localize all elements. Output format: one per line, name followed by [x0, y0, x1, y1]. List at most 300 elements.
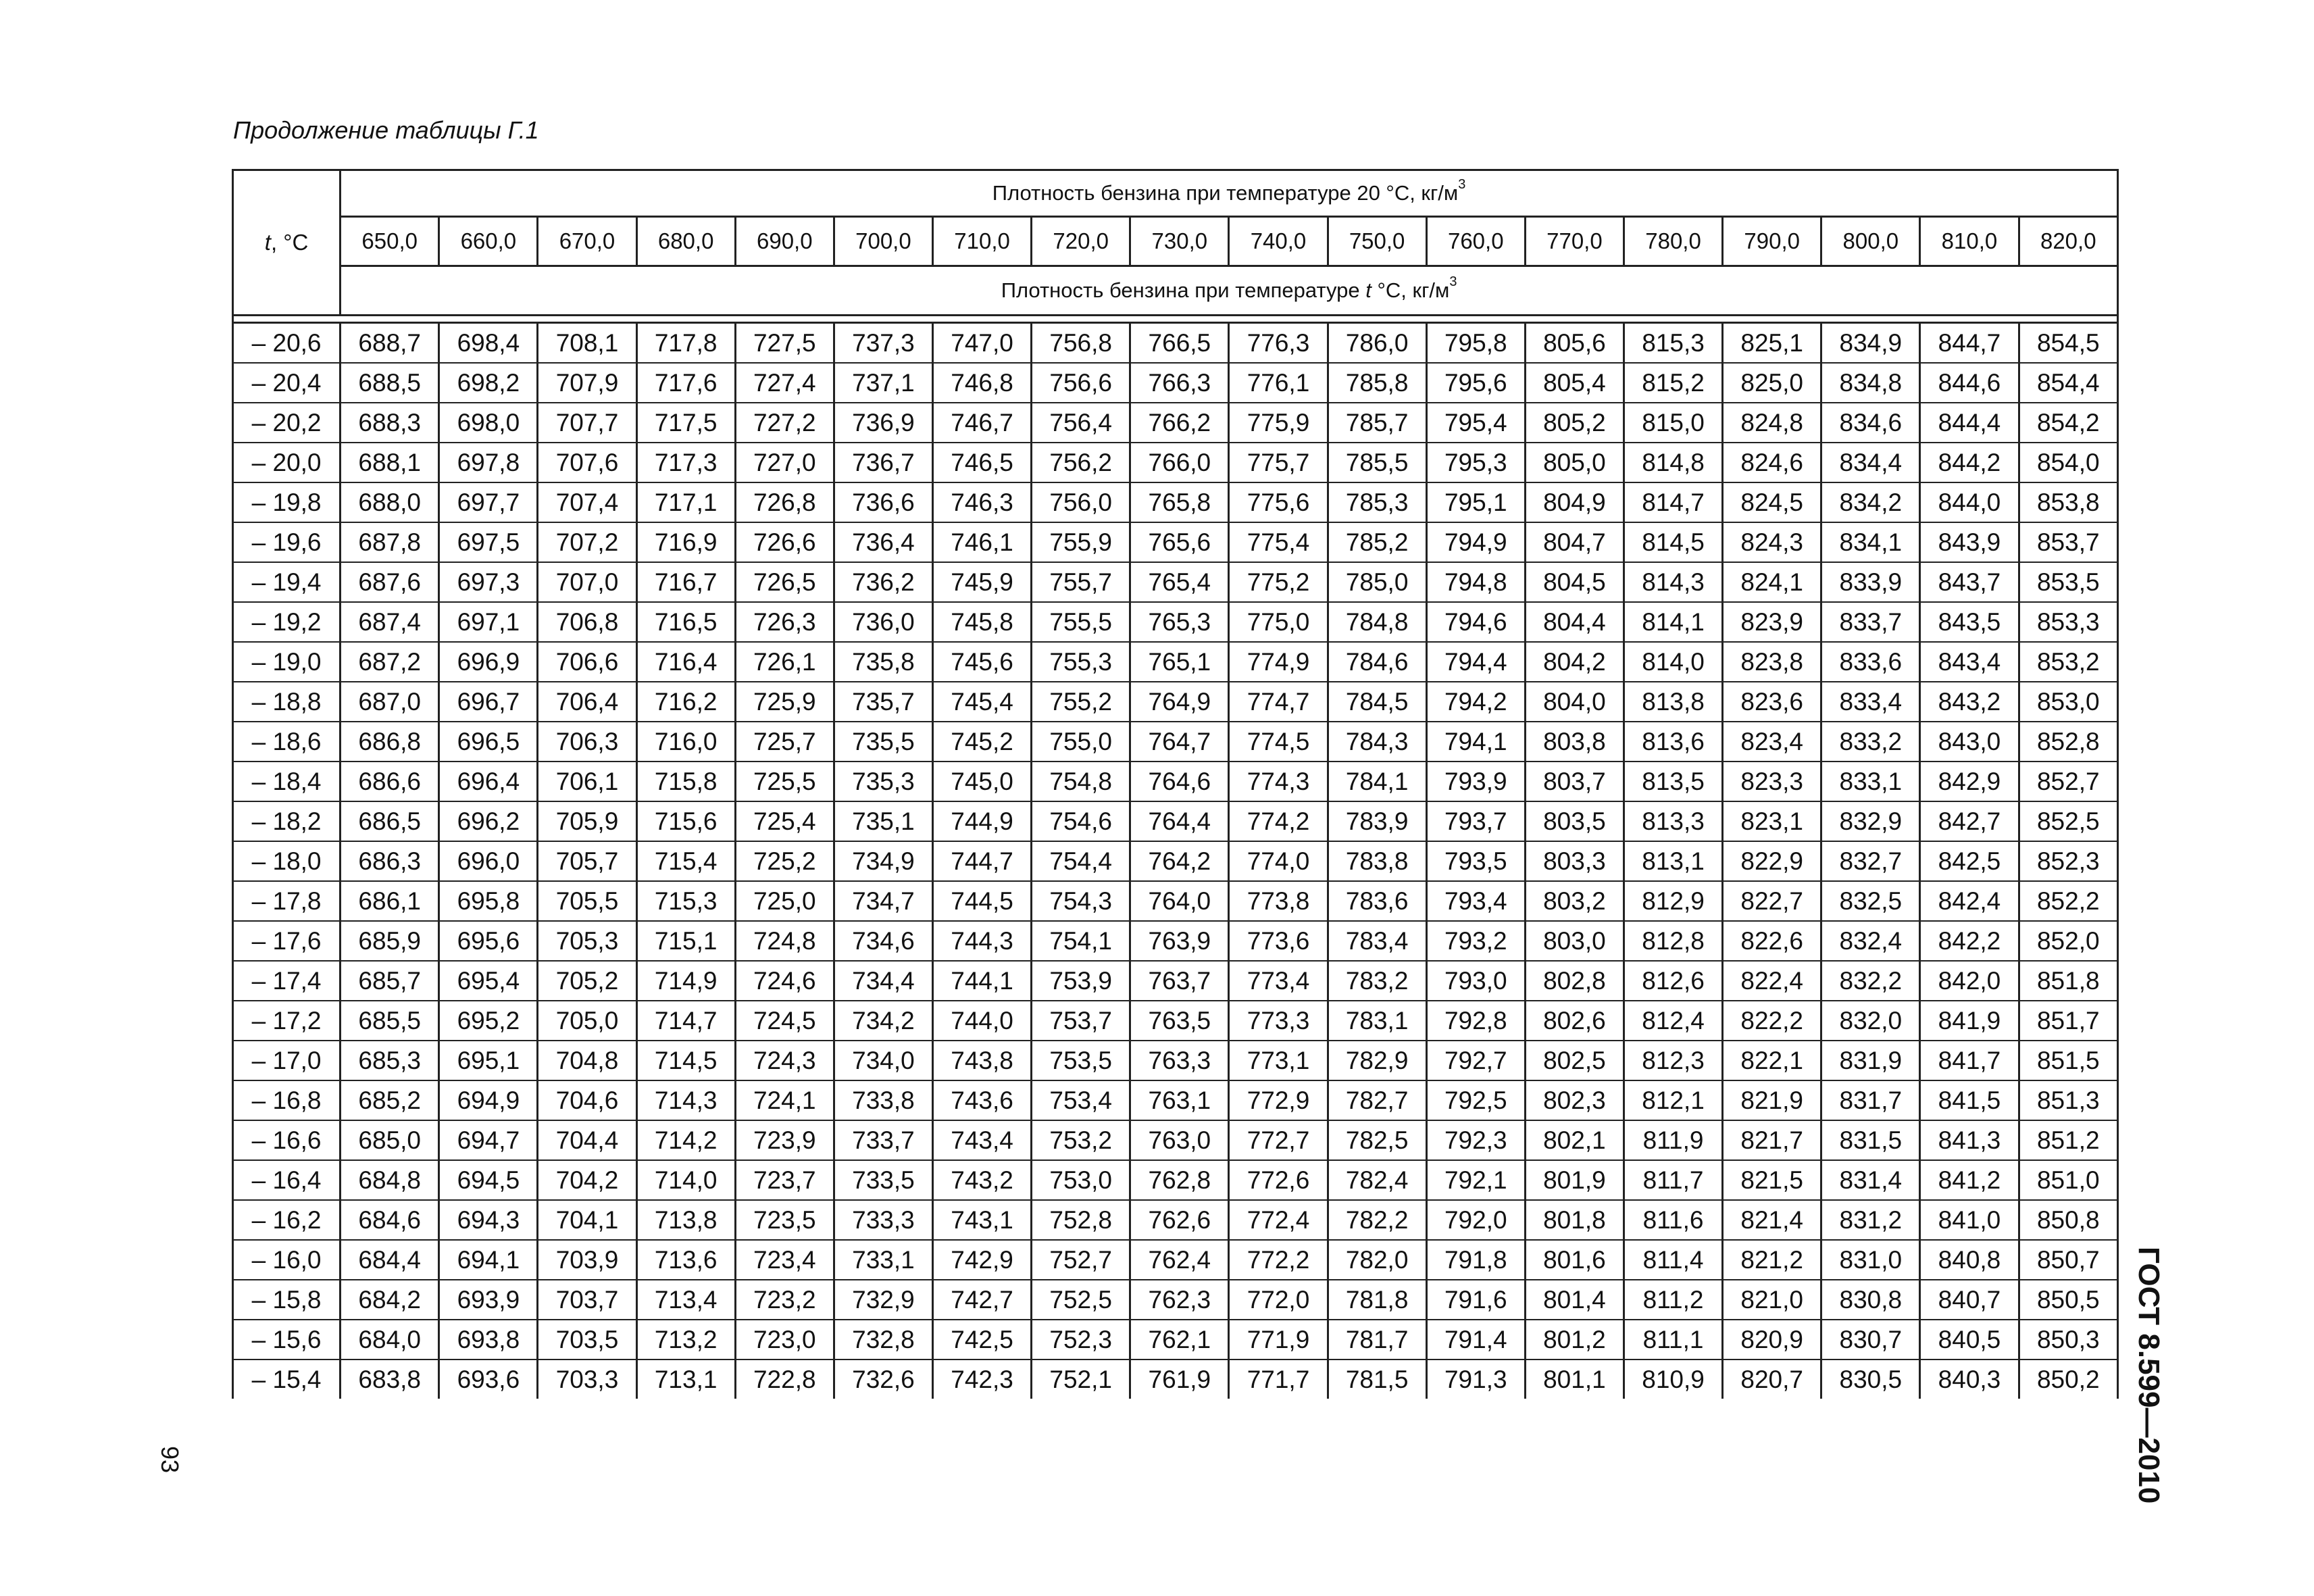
- density-cell: 782,9: [1328, 1041, 1426, 1080]
- density-cell: 753,9: [1032, 961, 1130, 1001]
- density-column-header: 810,0: [1920, 217, 2019, 266]
- density-cell: 683,8: [341, 1360, 439, 1399]
- table-caption: Продолжение таблицы Г.1: [233, 116, 539, 144]
- density-cell: 697,1: [439, 602, 538, 642]
- density-cell: 840,3: [1920, 1360, 2019, 1399]
- density-cell: 714,2: [636, 1120, 735, 1160]
- density-cell: 736,9: [834, 403, 932, 443]
- density-cell: 803,5: [1525, 801, 1624, 841]
- density-cell: 833,2: [1821, 722, 1920, 762]
- density-cell: 801,9: [1525, 1160, 1624, 1200]
- table-row: [233, 1240, 2118, 1280]
- density-cell: 707,2: [538, 522, 636, 562]
- density-cell: 705,0: [538, 1001, 636, 1041]
- density-cell: 753,0: [1032, 1160, 1130, 1200]
- table-row: [233, 1041, 2118, 1080]
- density-cell: 745,6: [933, 642, 1032, 682]
- density-cell: 824,3: [1723, 522, 1821, 562]
- density-cell: 842,7: [1920, 801, 2019, 841]
- table-row: [233, 403, 2118, 443]
- density-cell: 695,4: [439, 961, 538, 1001]
- density-cell: 725,2: [735, 841, 834, 881]
- density-cell: 766,5: [1130, 323, 1229, 364]
- density-cell: 772,0: [1229, 1280, 1328, 1320]
- density-cell: 814,1: [1624, 602, 1722, 642]
- density-cell: 723,5: [735, 1200, 834, 1240]
- density-column-header: 710,0: [933, 217, 1032, 266]
- density-cell: 765,4: [1130, 562, 1229, 602]
- density-cell: 696,2: [439, 801, 538, 841]
- density-cell: 782,7: [1328, 1080, 1426, 1120]
- density-cell: 735,3: [834, 762, 932, 801]
- density-cell: 811,7: [1624, 1160, 1722, 1200]
- density-cell: 773,3: [1229, 1001, 1328, 1041]
- temperature-cell: – 16,8: [233, 1080, 341, 1120]
- density-cell: 834,9: [1821, 323, 1920, 364]
- density-cell: 716,5: [636, 602, 735, 642]
- density-cell: 794,4: [1426, 642, 1525, 682]
- density-cell: 752,3: [1032, 1320, 1130, 1360]
- density-cell: 756,4: [1032, 403, 1130, 443]
- density-cell: 821,4: [1723, 1200, 1821, 1240]
- table-row: [233, 1001, 2118, 1041]
- density-cell: 723,4: [735, 1240, 834, 1280]
- density-cell: 801,1: [1525, 1360, 1624, 1399]
- density-cell: 843,9: [1920, 522, 2019, 562]
- density-cell: 823,1: [1723, 801, 1821, 841]
- density-cell: 824,5: [1723, 482, 1821, 522]
- temperature-cell: – 19,2: [233, 602, 341, 642]
- density-cell: 743,4: [933, 1120, 1032, 1160]
- temperature-cell: – 15,4: [233, 1360, 341, 1399]
- density-cell: 842,9: [1920, 762, 2019, 801]
- table-row: [233, 1200, 2118, 1240]
- density-cell: 706,1: [538, 762, 636, 801]
- density-cell: 774,9: [1229, 642, 1328, 682]
- density-cell: 764,7: [1130, 722, 1229, 762]
- density-cell: 746,1: [933, 522, 1032, 562]
- density-cell: 746,3: [933, 482, 1032, 522]
- density-cell: 736,0: [834, 602, 932, 642]
- temperature-cell: – 15,8: [233, 1280, 341, 1320]
- density-cell: 763,7: [1130, 961, 1229, 1001]
- table-row: [233, 801, 2118, 841]
- density-cell: 724,1: [735, 1080, 834, 1120]
- density-cell: 833,9: [1821, 562, 1920, 602]
- density-cell: 705,9: [538, 801, 636, 841]
- density-cell: 752,5: [1032, 1280, 1130, 1320]
- density-cell: 685,2: [341, 1080, 439, 1120]
- t-symbol: t: [264, 230, 271, 255]
- density-cell: 735,5: [834, 722, 932, 762]
- density-cell: 727,0: [735, 443, 834, 482]
- density-cell: 832,4: [1821, 921, 1920, 961]
- density-cell: 771,9: [1229, 1320, 1328, 1360]
- density-cell: 735,1: [834, 801, 932, 841]
- density-cell: 786,0: [1328, 323, 1426, 364]
- density-cell: 850,5: [2019, 1280, 2117, 1320]
- density-cell: 754,3: [1032, 881, 1130, 921]
- table-row: [233, 562, 2118, 602]
- density-cell: 785,3: [1328, 482, 1426, 522]
- density-cell: 722,8: [735, 1360, 834, 1399]
- density-cell: 804,2: [1525, 642, 1624, 682]
- density-cell: 821,7: [1723, 1120, 1821, 1160]
- density-cell: 793,2: [1426, 921, 1525, 961]
- density-cell: 755,9: [1032, 522, 1130, 562]
- density-cell: 832,0: [1821, 1001, 1920, 1041]
- density-cell: 707,4: [538, 482, 636, 522]
- density-cell: 813,8: [1624, 682, 1722, 722]
- density-cell: 791,6: [1426, 1280, 1525, 1320]
- table-row: [233, 602, 2118, 642]
- density-cell: 811,4: [1624, 1240, 1722, 1280]
- density-cell: 688,3: [341, 403, 439, 443]
- density-cell: 784,8: [1328, 602, 1426, 642]
- density-values-header-row: [233, 217, 2118, 266]
- t-symbol: t: [1365, 278, 1372, 302]
- density-cell: 821,5: [1723, 1160, 1821, 1200]
- density-cell: 852,7: [2019, 762, 2117, 801]
- density-cell: 714,9: [636, 961, 735, 1001]
- table-row: [233, 921, 2118, 961]
- density-cell: 734,6: [834, 921, 932, 961]
- temperature-cell: – 17,2: [233, 1001, 341, 1041]
- density-cell: 830,8: [1821, 1280, 1920, 1320]
- table-row: [233, 1160, 2118, 1200]
- density-cell: 746,8: [933, 363, 1032, 403]
- temperature-cell: – 16,4: [233, 1160, 341, 1200]
- density-cell: 823,9: [1723, 602, 1821, 642]
- density-cell: 783,1: [1328, 1001, 1426, 1041]
- density-at-t-unit: °С, кг/м: [1371, 278, 1450, 302]
- density-cell: 772,2: [1229, 1240, 1328, 1280]
- density-cell: 783,2: [1328, 961, 1426, 1001]
- density-cell: 774,2: [1229, 801, 1328, 841]
- density-cell: 725,0: [735, 881, 834, 921]
- density-cell: 793,4: [1426, 881, 1525, 921]
- density-cell: 726,8: [735, 482, 834, 522]
- density-cell: 717,3: [636, 443, 735, 482]
- density-cell: 824,6: [1723, 443, 1821, 482]
- density-cell: 756,8: [1032, 323, 1130, 364]
- density-cell: 834,6: [1821, 403, 1920, 443]
- density-cell: 810,9: [1624, 1360, 1722, 1399]
- temperature-cell: – 20,4: [233, 363, 341, 403]
- density-cell: 687,2: [341, 642, 439, 682]
- density-cell: 791,4: [1426, 1320, 1525, 1360]
- density-at-20-label: Плотность бензина при температуре 20 °С, кг/м: [992, 181, 1459, 205]
- density-cell: 703,3: [538, 1360, 636, 1399]
- density-cell: 765,3: [1130, 602, 1229, 642]
- density-at-t-label: Плотность бензина при температуре: [1001, 278, 1366, 302]
- density-cell: 804,4: [1525, 602, 1624, 642]
- density-cell: 794,2: [1426, 682, 1525, 722]
- density-cell: 775,6: [1229, 482, 1328, 522]
- density-cell: 831,5: [1821, 1120, 1920, 1160]
- density-cell: 795,3: [1426, 443, 1525, 482]
- density-cell: 686,8: [341, 722, 439, 762]
- density-cell: 774,3: [1229, 762, 1328, 801]
- density-cell: 716,9: [636, 522, 735, 562]
- density-cell: 812,8: [1624, 921, 1722, 961]
- density-cell: 727,2: [735, 403, 834, 443]
- density-cell: 781,8: [1328, 1280, 1426, 1320]
- table-row: [233, 682, 2118, 722]
- density-cell: 703,5: [538, 1320, 636, 1360]
- temperature-cell: – 18,0: [233, 841, 341, 881]
- density-cell: 815,3: [1624, 323, 1722, 364]
- density-cell: 764,2: [1130, 841, 1229, 881]
- density-cell: 812,3: [1624, 1041, 1722, 1080]
- density-cell: 783,6: [1328, 881, 1426, 921]
- density-cell: 793,0: [1426, 961, 1525, 1001]
- density-cell: 834,4: [1821, 443, 1920, 482]
- density-cell: 814,7: [1624, 482, 1722, 522]
- density-cell: 782,5: [1328, 1120, 1426, 1160]
- table-row: [233, 961, 2118, 1001]
- density-cell: 831,9: [1821, 1041, 1920, 1080]
- density-cell: 693,9: [439, 1280, 538, 1320]
- density-cell: 714,7: [636, 1001, 735, 1041]
- density-cell: 737,3: [834, 323, 932, 364]
- density-cell: 801,2: [1525, 1320, 1624, 1360]
- density-cell: 772,4: [1229, 1200, 1328, 1240]
- density-cell: 822,6: [1723, 921, 1821, 961]
- density-cell: 744,5: [933, 881, 1032, 921]
- temperature-cell: – 17,4: [233, 961, 341, 1001]
- density-cell: 792,8: [1426, 1001, 1525, 1041]
- density-cell: 715,1: [636, 921, 735, 961]
- table-body: [233, 323, 2118, 1399]
- density-cell: 706,6: [538, 642, 636, 682]
- density-cell: 697,5: [439, 522, 538, 562]
- density-cell: 734,7: [834, 881, 932, 921]
- density-cell: 853,0: [2019, 682, 2117, 722]
- density-cell: 801,8: [1525, 1200, 1624, 1240]
- density-cell: 844,6: [1920, 363, 2019, 403]
- density-cell: 745,8: [933, 602, 1032, 642]
- temperature-cell: – 18,6: [233, 722, 341, 762]
- density-column-header: 820,0: [2019, 217, 2117, 266]
- density-cell: 713,6: [636, 1240, 735, 1280]
- density-cell: 842,4: [1920, 881, 2019, 921]
- density-cell: 744,9: [933, 801, 1032, 841]
- density-cell: 705,2: [538, 961, 636, 1001]
- density-cell: 822,4: [1723, 961, 1821, 1001]
- density-cell: 825,1: [1723, 323, 1821, 364]
- density-cell: 708,1: [538, 323, 636, 364]
- density-column-header: 690,0: [735, 217, 834, 266]
- density-cell: 753,7: [1032, 1001, 1130, 1041]
- density-cell: 784,5: [1328, 682, 1426, 722]
- density-cell: 802,5: [1525, 1041, 1624, 1080]
- density-cell: 853,8: [2019, 482, 2117, 522]
- density-cell: 813,6: [1624, 722, 1722, 762]
- density-cell: 763,9: [1130, 921, 1229, 961]
- density-column-header: 780,0: [1624, 217, 1722, 266]
- density-cell: 754,6: [1032, 801, 1130, 841]
- density-cell: 724,5: [735, 1001, 834, 1041]
- density-cell: 794,8: [1426, 562, 1525, 602]
- table-row: [233, 1280, 2118, 1320]
- density-cell: 822,9: [1723, 841, 1821, 881]
- density-cell: 765,8: [1130, 482, 1229, 522]
- density-cell: 715,6: [636, 801, 735, 841]
- table-row: [233, 323, 2118, 364]
- temperature-cell: – 17,8: [233, 881, 341, 921]
- density-cell: 698,0: [439, 403, 538, 443]
- density-cell: 851,2: [2019, 1120, 2117, 1160]
- density-cell: 687,0: [341, 682, 439, 722]
- density-cell: 684,4: [341, 1240, 439, 1280]
- density-cell: 853,5: [2019, 562, 2117, 602]
- separator-cell: [233, 316, 2118, 323]
- density-cell: 791,3: [1426, 1360, 1525, 1399]
- density-cell: 822,2: [1723, 1001, 1821, 1041]
- density-cell: 844,7: [1920, 323, 2019, 364]
- density-cell: 717,1: [636, 482, 735, 522]
- density-cell: 686,5: [341, 801, 439, 841]
- density-cell: 811,9: [1624, 1120, 1722, 1160]
- density-cell: 785,8: [1328, 363, 1426, 403]
- density-column-header: 740,0: [1229, 217, 1328, 266]
- table-row: [233, 762, 2118, 801]
- density-cell: 706,3: [538, 722, 636, 762]
- density-cell: 813,1: [1624, 841, 1722, 881]
- density-cell: 850,2: [2019, 1360, 2117, 1399]
- temperature-cell: – 19,4: [233, 562, 341, 602]
- density-cell: 825,0: [1723, 363, 1821, 403]
- density-cell: 755,3: [1032, 642, 1130, 682]
- density-cell: 686,3: [341, 841, 439, 881]
- temperature-cell: – 17,6: [233, 921, 341, 961]
- density-cell: 842,0: [1920, 961, 2019, 1001]
- density-cell: 833,4: [1821, 682, 1920, 722]
- density-cell: 764,0: [1130, 881, 1229, 921]
- density-cell: 696,4: [439, 762, 538, 801]
- density-cell: 841,3: [1920, 1120, 2019, 1160]
- temperature-cell: – 19,6: [233, 522, 341, 562]
- density-cell: 723,2: [735, 1280, 834, 1320]
- density-cell: 815,2: [1624, 363, 1722, 403]
- density-cell: 822,7: [1723, 881, 1821, 921]
- density-cell: 776,3: [1229, 323, 1328, 364]
- density-cell: 685,9: [341, 921, 439, 961]
- table-row: [233, 841, 2118, 881]
- density-cell: 844,2: [1920, 443, 2019, 482]
- density-cell: 734,0: [834, 1041, 932, 1080]
- density-cell: 801,6: [1525, 1240, 1624, 1280]
- density-cell: 774,5: [1229, 722, 1328, 762]
- table-row: [233, 642, 2118, 682]
- density-cell: 850,3: [2019, 1320, 2117, 1360]
- density-cell: 747,0: [933, 323, 1032, 364]
- density-cell: 756,2: [1032, 443, 1130, 482]
- density-cell: 723,0: [735, 1320, 834, 1360]
- density-cell: 802,1: [1525, 1120, 1624, 1160]
- density-cell: 714,5: [636, 1041, 735, 1080]
- density-cell: 744,7: [933, 841, 1032, 881]
- density-cell: 713,8: [636, 1200, 735, 1240]
- density-cell: 792,3: [1426, 1120, 1525, 1160]
- density-cell: 753,5: [1032, 1041, 1130, 1080]
- density-cell: 725,5: [735, 762, 834, 801]
- density-cell: 802,3: [1525, 1080, 1624, 1120]
- density-cell: 783,8: [1328, 841, 1426, 881]
- density-cell: 842,2: [1920, 921, 2019, 961]
- density-cell: 755,7: [1032, 562, 1130, 602]
- density-cell: 853,7: [2019, 522, 2117, 562]
- density-cell: 843,2: [1920, 682, 2019, 722]
- density-cell: 792,7: [1426, 1041, 1525, 1080]
- density-cell: 785,2: [1328, 522, 1426, 562]
- density-cell: 791,8: [1426, 1240, 1525, 1280]
- density-cell: 684,2: [341, 1280, 439, 1320]
- density-cell: 833,1: [1821, 762, 1920, 801]
- density-cell: 733,3: [834, 1200, 932, 1240]
- density-cell: 804,9: [1525, 482, 1624, 522]
- density-cell: 745,2: [933, 722, 1032, 762]
- density-cell: 795,6: [1426, 363, 1525, 403]
- standard-designation: ГОСТ 8.599—2010: [2132, 1247, 2165, 1504]
- density-cell: 792,0: [1426, 1200, 1525, 1240]
- density-cell: 752,1: [1032, 1360, 1130, 1399]
- density-cell: 766,3: [1130, 363, 1229, 403]
- cubic-superscript: 3: [1458, 177, 1466, 192]
- density-cell: 804,0: [1525, 682, 1624, 722]
- density-cell: 736,7: [834, 443, 932, 482]
- density-cell: 851,3: [2019, 1080, 2117, 1120]
- density-cell: 762,4: [1130, 1240, 1229, 1280]
- density-cell: 773,8: [1229, 881, 1328, 921]
- density-cell: 697,8: [439, 443, 538, 482]
- density-cell: 698,4: [439, 323, 538, 364]
- density-column-header: 660,0: [439, 217, 538, 266]
- density-cell: 688,5: [341, 363, 439, 403]
- density-cell: 744,1: [933, 961, 1032, 1001]
- density-cell: 771,7: [1229, 1360, 1328, 1399]
- density-cell: 707,7: [538, 403, 636, 443]
- density-cell: 717,8: [636, 323, 735, 364]
- density-cell: 792,5: [1426, 1080, 1525, 1120]
- density-cell: 724,6: [735, 961, 834, 1001]
- density-cell: 684,6: [341, 1200, 439, 1240]
- density-cell: 727,5: [735, 323, 834, 364]
- density-cell: 735,8: [834, 642, 932, 682]
- temperature-cell: – 16,2: [233, 1200, 341, 1240]
- density-cell: 752,8: [1032, 1200, 1130, 1240]
- density-cell: 821,9: [1723, 1080, 1821, 1120]
- density-cell: 795,4: [1426, 403, 1525, 443]
- density-cell: 853,2: [2019, 642, 2117, 682]
- density-cell: 850,8: [2019, 1200, 2117, 1240]
- density-cell: 854,4: [2019, 363, 2117, 403]
- density-cell: 754,4: [1032, 841, 1130, 881]
- density-cell: 697,3: [439, 562, 538, 602]
- density-cell: 717,6: [636, 363, 735, 403]
- density-cell: 732,6: [834, 1360, 932, 1399]
- density-cell: 785,7: [1328, 403, 1426, 443]
- density-cell: 736,6: [834, 482, 932, 522]
- density-cell: 773,6: [1229, 921, 1328, 961]
- table-row: [233, 1120, 2118, 1160]
- density-cell: 805,4: [1525, 363, 1624, 403]
- density-cell: 814,5: [1624, 522, 1722, 562]
- density-cell: 783,9: [1328, 801, 1426, 841]
- density-cell: 695,2: [439, 1001, 538, 1041]
- density-cell: 717,5: [636, 403, 735, 443]
